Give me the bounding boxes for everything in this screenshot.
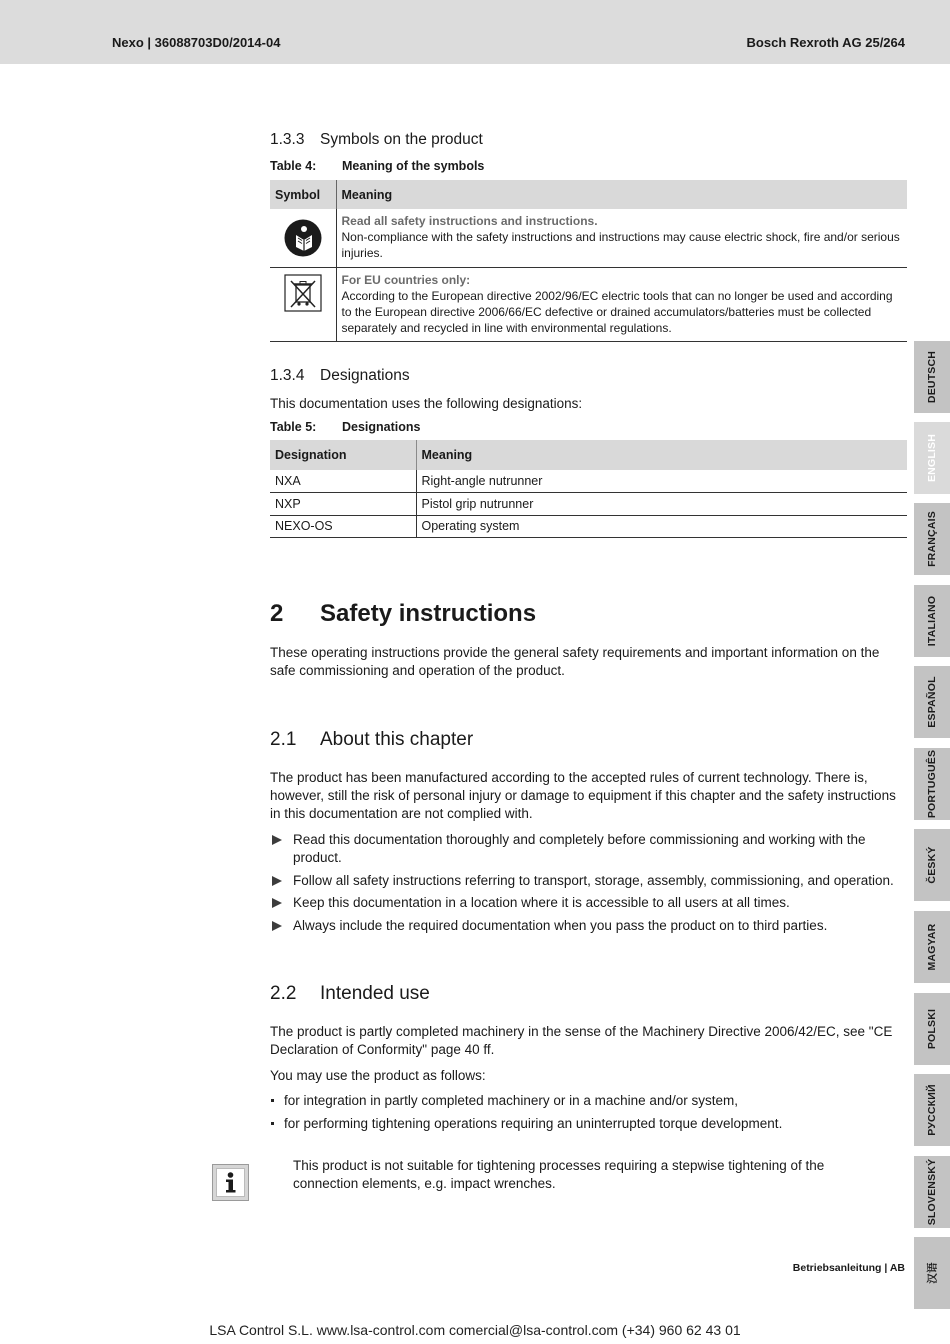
chapter-intro: These operating instructions provide the general safety requirements and important information on the safe commissioning and operation of the product. bbox=[270, 645, 880, 678]
table-row bbox=[270, 470, 907, 493]
designation-cell: NXA bbox=[270, 470, 416, 493]
table-header-row bbox=[270, 180, 907, 209]
col-header-meaning: Meaning bbox=[336, 180, 907, 209]
tab-polski[interactable] bbox=[914, 993, 950, 1065]
tab-label: SLOVENSKÝ bbox=[926, 1158, 938, 1226]
table-label: Table 5: bbox=[270, 420, 317, 434]
meaning-cell: Right-angle nutrunner bbox=[416, 470, 907, 493]
section-heading-2-1 bbox=[270, 729, 473, 751]
meaning-text: Non-compliance with the safety instructions and instructions may cause electric shock, fire and/or serious injuries. bbox=[341, 230, 900, 260]
symbol-cell bbox=[270, 209, 336, 267]
about-chapter-paragraph: The product has been manufactured according to the accepted rules of current technology. There is, however, still the risk of personal injury or damage to equipment if this chapter and the safety instructions in this documentation are not complied with. bbox=[270, 770, 896, 821]
tab-label: ČESKÝ bbox=[926, 846, 938, 884]
designations-table bbox=[270, 440, 907, 538]
list-item bbox=[270, 1092, 907, 1110]
symbol-cell bbox=[270, 267, 336, 341]
square-bullet-icon bbox=[271, 1099, 274, 1102]
chapter-number: 2 bbox=[270, 600, 284, 627]
meaning-cell bbox=[336, 209, 907, 267]
meaning-text: According to the European directive 2002/96/EC electric tools that can no longer be used and according to the European directive 2006/66/EC defective or drained accumulators/batteries must be collected separately and recycled in line with environmental regulations. bbox=[341, 288, 893, 335]
arrow-bullet-icon bbox=[272, 876, 282, 886]
table-title: Meaning of the symbols bbox=[342, 159, 485, 173]
section-number: 1.3.3 bbox=[270, 131, 305, 148]
tab-label: РУССКИЙ bbox=[926, 1084, 938, 1136]
intended-use-paragraph: The product is partly completed machinery in the sense of the Machinery Directive 2006/42/EC, see "CE Declaration of Conformity" page 40 ff. bbox=[270, 1024, 893, 1057]
note-text: This product is not suitable for tightening processes requiring a stepwise tightening of the connection elements, e.g. impact wrenches. bbox=[293, 1158, 825, 1191]
tab-slovensky[interactable] bbox=[914, 1156, 950, 1228]
tab-label: ENGLISH bbox=[926, 433, 938, 483]
intended-use-lead: You may use the product as follows: bbox=[270, 1068, 486, 1083]
table-header-row bbox=[270, 440, 907, 470]
tab-russian[interactable] bbox=[914, 1074, 950, 1146]
meaning-cell bbox=[336, 267, 907, 341]
designation-cell: NEXO-OS bbox=[270, 515, 416, 538]
tab-label: DEUTSCH bbox=[926, 350, 938, 404]
square-bullet-icon bbox=[271, 1122, 274, 1125]
table-row bbox=[270, 493, 907, 516]
arrow-bullet-icon bbox=[272, 898, 282, 908]
list-item bbox=[270, 917, 907, 935]
list-item-text: for performing tightening operations requiring an uninterrupted torque development. bbox=[284, 1115, 783, 1131]
publisher-page-number: Bosch Rexroth AG 25/264 bbox=[746, 35, 905, 50]
col-header-meaning: Meaning bbox=[416, 440, 907, 470]
info-icon-inner bbox=[216, 1168, 245, 1197]
contact-footer: LSA Control S.L. www.lsa-control.com comercial@lsa-control.com (+34) 960 62 43 01 bbox=[209, 1322, 741, 1338]
table-title: Designations bbox=[342, 420, 421, 434]
table-row bbox=[270, 209, 907, 267]
list-item bbox=[270, 831, 907, 867]
section-title: Symbols on the product bbox=[320, 131, 483, 148]
col-header-symbol: Symbol bbox=[270, 180, 336, 209]
page-header bbox=[0, 0, 950, 64]
list-item-text: Read this documentation thoroughly and completely before commissioning and working with the product. bbox=[293, 832, 866, 865]
tab-label: ITALIANO bbox=[926, 595, 938, 647]
list-item-text: for integration in partly completed machinery or in a machine and/or system, bbox=[284, 1093, 738, 1108]
document-id: Nexo | 36088703D0/2014-04 bbox=[112, 35, 281, 50]
list-item bbox=[270, 872, 907, 890]
designations-intro: This documentation uses the following designations: bbox=[270, 396, 583, 411]
list-item-text: Always include the required documentation when you pass the product on to third parties. bbox=[293, 917, 828, 933]
section-heading-1-3-4 bbox=[270, 367, 410, 385]
col-header-designation: Designation bbox=[270, 440, 416, 470]
table-caption-4 bbox=[270, 159, 484, 173]
document-type: Betriebsanleitung | AB bbox=[792, 1262, 905, 1274]
section-heading-1-3-3 bbox=[270, 131, 483, 149]
designation-cell: NXP bbox=[270, 493, 416, 516]
section-number: 2.1 bbox=[270, 729, 297, 750]
info-icon bbox=[212, 1164, 249, 1201]
tab-deutsch[interactable] bbox=[914, 341, 950, 413]
tab-chinese[interactable] bbox=[914, 1237, 950, 1309]
tab-english[interactable] bbox=[914, 422, 950, 494]
list-item bbox=[270, 894, 907, 912]
tab-label: 汉语 bbox=[926, 1262, 939, 1284]
meaning-cell: Operating system bbox=[416, 515, 907, 538]
tab-label: ESPAÑOL bbox=[926, 676, 938, 728]
tab-portugues[interactable] bbox=[914, 748, 950, 820]
section-title: Intended use bbox=[320, 983, 430, 1004]
section-number: 2.2 bbox=[270, 983, 297, 1004]
section-title: About this chapter bbox=[320, 729, 474, 750]
crossed-bin-icon bbox=[284, 274, 322, 312]
tab-francais[interactable] bbox=[914, 503, 950, 575]
arrow-bullet-icon bbox=[272, 921, 282, 931]
list-item bbox=[270, 1115, 907, 1133]
section-number: 1.3.4 bbox=[270, 367, 305, 384]
table-row bbox=[270, 267, 907, 341]
tab-label: PORTUGUÊS bbox=[926, 749, 938, 819]
read-manual-icon bbox=[283, 218, 323, 258]
usage-list bbox=[270, 1092, 907, 1137]
tab-label: POLSKI bbox=[926, 1008, 938, 1050]
section-heading-2-2 bbox=[270, 983, 430, 1005]
meaning-title: For EU countries only: bbox=[341, 272, 471, 287]
meaning-title: Read all safety instructions and instructions. bbox=[341, 214, 598, 228]
info-glyph-icon bbox=[217, 1169, 244, 1196]
table-label: Table 4: bbox=[270, 159, 317, 173]
tab-label: FRANÇAIS bbox=[926, 511, 938, 567]
arrow-bullet-icon bbox=[272, 835, 282, 845]
chapter-title: Safety instructions bbox=[320, 600, 537, 627]
chapter-heading-2 bbox=[270, 600, 536, 628]
table-caption-5 bbox=[270, 420, 421, 434]
symbols-table bbox=[270, 180, 907, 342]
tab-cesky[interactable] bbox=[914, 829, 950, 901]
tab-italiano[interactable] bbox=[914, 585, 950, 657]
tab-espanol[interactable] bbox=[914, 666, 950, 738]
list-item-text: Keep this documentation in a location where it is accessible to all users at all times. bbox=[293, 895, 790, 910]
instruction-list bbox=[270, 831, 907, 939]
section-title: Designations bbox=[320, 367, 410, 384]
table-row bbox=[270, 515, 907, 538]
meaning-cell: Pistol grip nutrunner bbox=[416, 493, 907, 516]
list-item-text: Follow all safety instructions referring to transport, storage, assembly, commissioning, and operation. bbox=[293, 872, 894, 888]
tab-magyar[interactable] bbox=[914, 911, 950, 983]
tab-label: MAGYAR bbox=[926, 923, 938, 971]
